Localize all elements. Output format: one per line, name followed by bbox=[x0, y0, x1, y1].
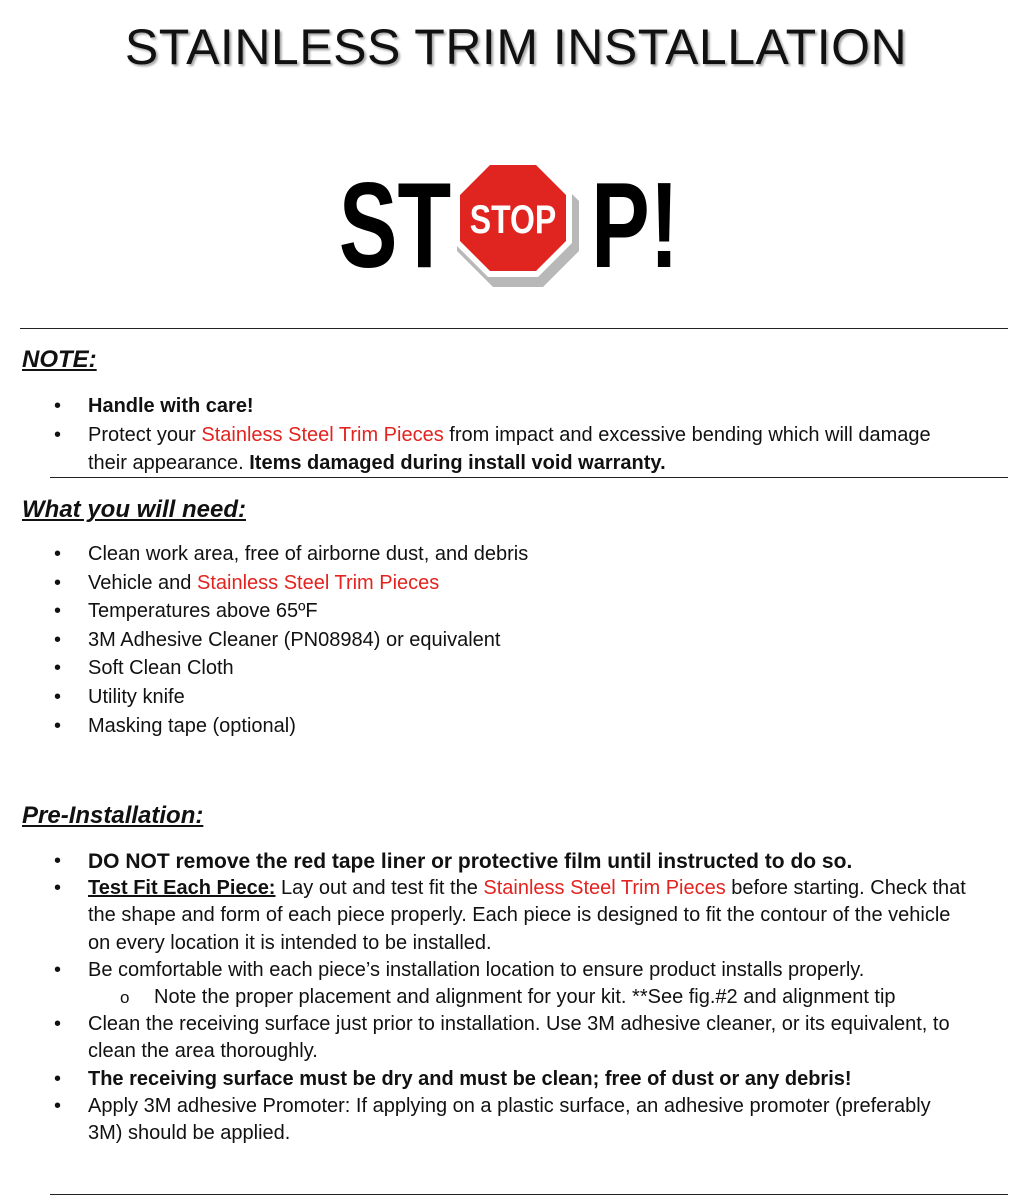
banner-right-text: P! bbox=[591, 156, 679, 293]
list-item: • Protect your Stainless Steel Trim Pieces from impact and excessive bending which will damage their appearance. Items damaged during install void warranty. bbox=[0, 421, 968, 478]
banner-left-text: ST bbox=[338, 156, 452, 293]
divider-note bbox=[50, 477, 1008, 478]
list-item: • 3M Adhesive Cleaner (PN08984) or equivalent bbox=[0, 626, 968, 655]
list-item: • Soft Clean Cloth bbox=[0, 654, 968, 683]
list-item: • Utility knife bbox=[0, 683, 968, 712]
divider-bottom bbox=[50, 1194, 1008, 1195]
list-item: • Apply 3M adhesive Promoter: If applying on a plastic surface, an adhesive promoter (preferably 3M) should be applied. bbox=[0, 1093, 968, 1147]
note-heading: NOTE: bbox=[22, 346, 97, 373]
pre-installation-list bbox=[0, 848, 974, 1147]
list-item: • DO NOT remove the red tape liner or protective film until instructed to do so. bbox=[0, 848, 968, 875]
need-heading: What you will need: bbox=[22, 496, 247, 523]
list-item: • Vehicle and Stainless Steel Trim Pieces bbox=[0, 569, 968, 598]
note-list bbox=[0, 392, 968, 478]
sub-list-item: o Note the proper placement and alignment for your kit. **See fig.#2 and alignment tip bbox=[0, 984, 974, 1011]
list-item: • Masking tape (optional) bbox=[0, 712, 968, 741]
list-item: • Clean work area, free of airborne dust, and debris bbox=[0, 540, 968, 569]
list-item: • Temperatures above 65ºF bbox=[0, 597, 968, 626]
pre-installation-heading: Pre-Installation: bbox=[22, 802, 204, 829]
list-item: • Clean the receiving surface just prior to installation. Use 3M adhesive cleaner, or its equivalent, to clean the area thoroughly. bbox=[0, 1011, 968, 1065]
list-item: • Test Fit Each Piece: Lay out and test fit the Stainless Steel Trim Pieces before starting. Check that the shape and form of each piece properly. Each piece is designed to fit the contour of the vehicle on every location it is intended to be installed. bbox=[0, 875, 968, 957]
list-item: • Be comfortable with each piece’s installation location to ensure product installs properly. bbox=[0, 957, 968, 984]
list-item: • Handle with care! bbox=[0, 392, 968, 421]
stop-banner bbox=[300, 143, 720, 293]
need-list bbox=[0, 540, 968, 740]
stop-sign-icon bbox=[454, 159, 579, 287]
page-title: STAINLESS TRIM INSTALLATION bbox=[124, 19, 908, 75]
list-item: • The receiving surface must be dry and must be clean; free of dust or any debris! bbox=[0, 1066, 968, 1093]
stop-sign-label: STOP bbox=[469, 196, 557, 242]
divider-top bbox=[20, 328, 1008, 329]
